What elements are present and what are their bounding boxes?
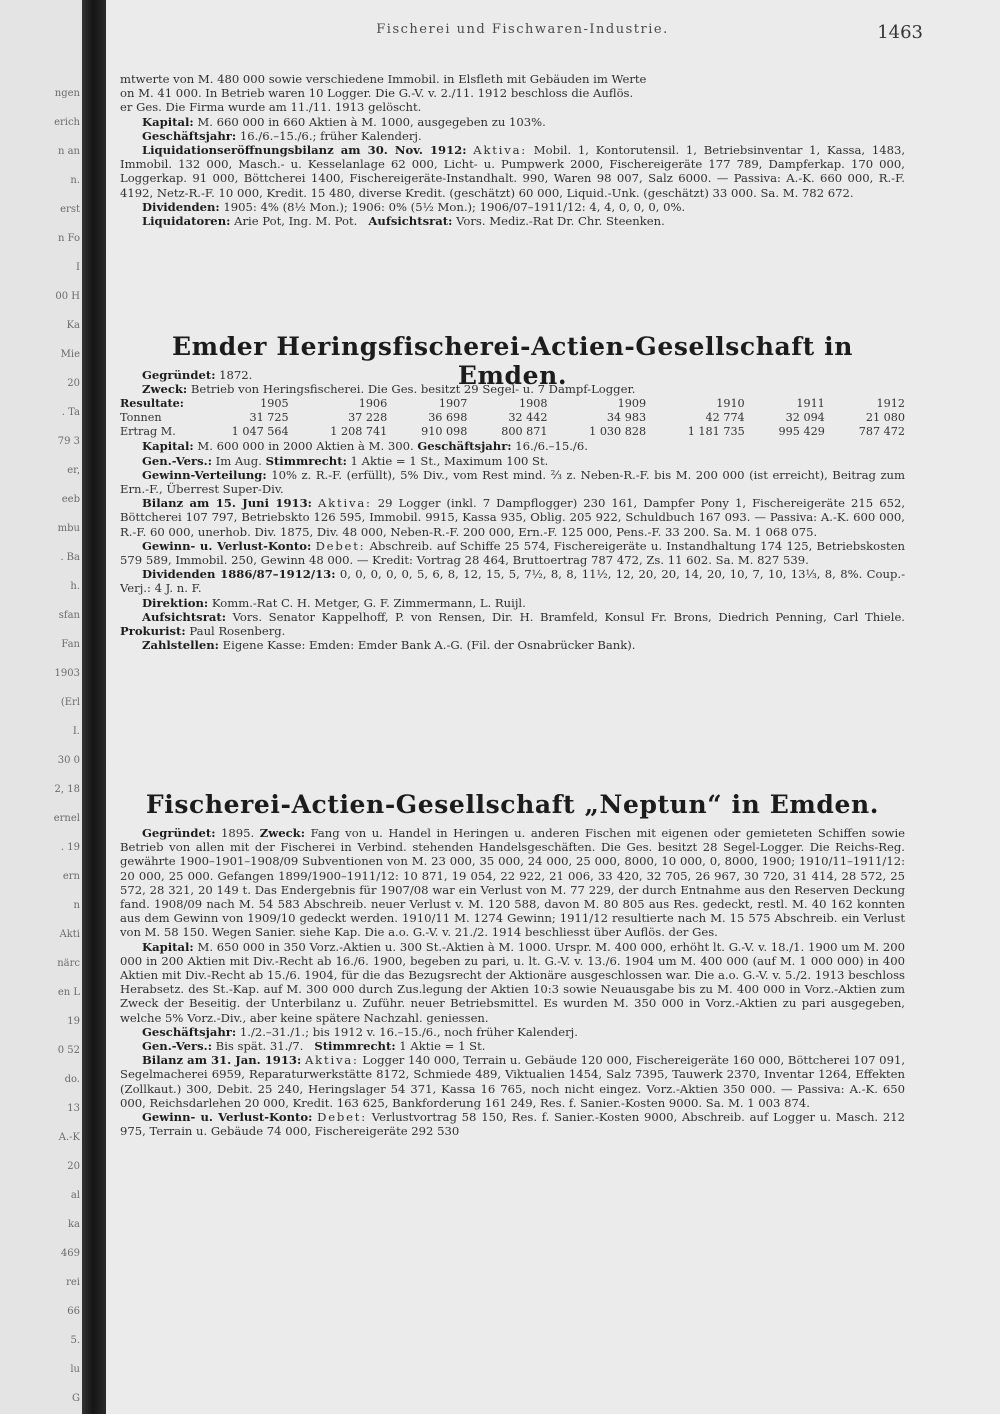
profit-label: Gewinn-Verteilung: [142, 467, 267, 482]
profit-loss-section [120, 539, 905, 567]
facing-page-fragment: G [72, 1393, 80, 1404]
direction-label: Direktion: [142, 595, 209, 610]
prokurist-label: Prokurist: [120, 624, 186, 639]
value-cell: 42 774 [705, 411, 745, 425]
gv-text: Bis spät. 31./7. [215, 1039, 304, 1054]
value-cell: 37 228 [348, 411, 388, 425]
facing-page-fragment: sfan [58, 610, 80, 621]
facing-page-fragment: 2, 18 [54, 784, 80, 795]
facing-page-fragment: Mie [60, 349, 80, 360]
value-cell: 36 698 [428, 411, 468, 425]
capital-label: Kapital: [142, 439, 194, 454]
vote-text: 1 Aktie = 1 St. [399, 1039, 486, 1054]
pl-label: Gewinn- u. Verlust-Konto: [142, 1110, 313, 1125]
facing-page-fragment: . Ba [60, 552, 80, 563]
aktiva-label: Aktiva: [304, 1053, 359, 1068]
company-heading: Emder Heringsfischerei-Actien-Gesellschaft in Emden. [172, 332, 853, 390]
paying-agents-text: Eigene Kasse: Emden: Emder Bank A.-G. (Fil. der Osnabrücker Bank). [222, 638, 636, 653]
continuation-line: on M. 41 000. In Betrieb waren 10 Logger. Die G.-V. v. 2./11. 1912 beschloss die Auflös. [120, 86, 634, 101]
value-cell: 1 047 564 [231, 425, 289, 439]
facing-page-fragment: 13 [67, 1103, 80, 1114]
page-number: 1463 [877, 22, 923, 43]
fiscal-text: 1./2.–31./1.; bis 1912 v. 16.–15./6., noch früher Kalenderj. [239, 1024, 578, 1039]
results-table [120, 396, 905, 439]
balance-section [120, 1053, 905, 1110]
board-section [120, 610, 905, 638]
capital-section [120, 115, 905, 129]
row-label: Tonnen [120, 411, 162, 425]
facing-page-fragment: n Fo [57, 233, 80, 244]
gv-section [120, 1039, 905, 1053]
board-label: Aufsichtsrat: [142, 609, 226, 624]
facing-page-fragment: I [76, 262, 80, 273]
facing-page-fragment: mbu [57, 523, 80, 534]
dividends-text: 0, 0, 0, 0, 0, 5, 6, 8, 12, 15, 5, 7½, 8, 8, 11½, 12, 20, 20, 14, 20, 10, 7, 10, 13⅓, 8, 8%. Coup.-Verj.: 4 J. n. F. [120, 567, 905, 596]
facing-page-fragment: 79 3 [57, 436, 80, 447]
balance-label: Bilanz am 31. Jan. 1913: [142, 1053, 302, 1068]
document-page [120, 0, 925, 1414]
debet-label: Debet: [317, 1110, 367, 1125]
founded-label: Gegründet: [142, 826, 216, 840]
capital-section [120, 940, 905, 1025]
balance-label: Bilanz am 15. Juni 1913: [142, 496, 312, 511]
row-label: Ertrag M. [120, 425, 176, 439]
facing-page-fragment: n [73, 900, 80, 911]
value-cell: 1 208 741 [330, 425, 388, 439]
entry-previous-company [120, 72, 905, 228]
balance-text: 29 Logger (inkl. 7 Dampflogger) 230 161, Dampfer Pony 1, Fischereigeräte 215 652, Böttcherei 107 797, Betriebskto 126 595, Immobil. 9915, Kassa 935, Oblig. 205 922, Schuldbuch 167 093. — Passiva: A.-K. 600 000, R.-F. 60 000, unerhob. Div. 1875, Div. 48 000, Neben-R.-F. 200 000, Ern.-F. 125 000, Pens.-F. 33 200. Sa. M. 1 068 075. [120, 496, 906, 539]
facing-page-fragment: 30 0 [57, 755, 80, 766]
facing-page-fragment: h. [70, 581, 80, 592]
dividends-section [120, 567, 905, 595]
dividends-section [120, 200, 905, 214]
capital-label: Kapital: [142, 114, 194, 129]
purpose-text: Betrieb von Heringsfischerei. Die Ges. besitzt 29 Segel- u. 7 Dampf-Logger. [190, 382, 636, 397]
facing-page-fragment: eeb [61, 494, 80, 505]
capital-section [120, 439, 905, 453]
facing-page-fragment: 20 [67, 378, 80, 389]
facing-page-fragment: 0 52 [57, 1045, 80, 1056]
value-cell: 787 472 [858, 425, 905, 439]
balance-section [120, 496, 905, 539]
liquidators-label: Liquidatoren: [142, 214, 231, 229]
value-cell: 21 080 [865, 411, 905, 425]
purpose-label: Zweck: [259, 826, 305, 840]
direction-section [120, 596, 905, 610]
profit-distribution-section [120, 468, 905, 496]
facing-page-fragment: Akti [59, 929, 80, 940]
running-header [120, 22, 925, 48]
gv-label: Gen.-Vers.: [142, 453, 212, 468]
gv-section [120, 454, 905, 468]
board-text: Vors. Senator Kappelhoff, P. von Rensen, Dir. H. Bramfeld, Konsul Fr. Brons, Diedrich Penning, Carl Thiele. [232, 609, 905, 624]
purpose-label: Zweck: [142, 382, 188, 397]
facing-page-fragment: 1903 [54, 668, 80, 679]
paying-agents-section [120, 638, 905, 652]
facing-page-fragment: n. [70, 175, 80, 186]
founded-purpose-section [120, 826, 905, 940]
founded-section [120, 368, 905, 382]
pl-text: Abschreib. auf Schiffe 25 574, Fischereigeräte u. Instandhaltung 174 125, Betriebskosten 579 589, Immobil. 250, Gewinn 48 000. — Kredit: Vortrag 28 464, Bruttoertrag 787 472, Zs. 11 602. Sa. M. 827 539. [120, 538, 906, 568]
balance-text: Logger 140 000, Terrain u. Gebäude 120 000, Fischereigeräte 160 000, Böttcherei 107 091, Segelmacherei 6959, Reparaturwerkstätte 8172, Schmiede 489, Viktualien 1454, Salz 7395, Tauwerk 2370, Inventar 1264, Effekten (Zollkaut.) 300, Debit. 25 240, Heringslager 54 371, Kassa 16 765, noch nicht eingez. Vorz.-Aktien 350 000. — Passiva: A.-K. 650 000, Reichsdarlehen 20 000, Kredit. 163 625, Bankforderung 161 249, Res. f. Sanier.-Kosten 9000. Sa. M. 1 003 874. [120, 1053, 906, 1110]
dividends-label: Dividenden 1886/87–1912/13: [142, 567, 336, 582]
dividends-text: 1905: 4% (8½ Mon.); 1906: 0% (5½ Mon.); 1906/07–1911/12: 4, 4, 0, 0, 0, 0%. [223, 199, 686, 214]
continuation-line: mtwerte von M. 480 000 sowie verschiedene Immobil. in Elsfleth mit Gebäuden im Werte [120, 72, 647, 86]
entry-neptun-body [120, 826, 905, 1138]
facing-page-fragment: A.-K [58, 1132, 80, 1143]
year-cell: 1905 [260, 396, 289, 410]
value-cell: 1 181 735 [687, 425, 745, 439]
aktiva-label: Aktiva: [473, 143, 527, 158]
prokurist-text: Paul Rosenberg. [189, 624, 286, 639]
pl-text: Verlustvortrag 58 150, Res. f. Sanier.-Kosten 9000, Abschreib. auf Logger u. Masch. 212 975, Terrain u. Gebäude 74 000, Fischereigeräte 292 530 [120, 1110, 906, 1139]
value-cell: 995 429 [778, 425, 825, 439]
vote-text: 1 Aktie = 1 St., Maximum 100 St. [350, 453, 549, 468]
facing-page-fragment: lu [70, 1364, 80, 1375]
aktiva-label: Aktiva: [318, 496, 372, 511]
year-cell: 1912 [876, 396, 905, 410]
vote-label: Stimmrecht: [265, 453, 347, 468]
facing-page-fragment: ern [62, 871, 80, 882]
facing-page-fragment: er, [67, 465, 80, 476]
profit-loss-section [120, 1110, 905, 1138]
facing-page-fragment: rei [66, 1277, 80, 1288]
fiscal-label: Geschäftsjahr: [142, 128, 237, 143]
profit-text: 10% z. R.-F. (erfüllt), 5% Div., vom Rest mind. ²⁄₃ z. Neben-R.-F. bis M. 200 000 (ist erreicht), Beitrag zum Ern.-F., Überrest Super-Div. [120, 467, 906, 497]
year-cell: 1909 [617, 396, 647, 410]
vote-label: Stimmrecht: [314, 1039, 396, 1054]
results-label: Resultate: [120, 396, 184, 411]
entry-neptun [120, 790, 905, 819]
fiscal-section [120, 1025, 905, 1039]
facing-page-fragment: n an [57, 146, 80, 157]
facing-page-fragment: 5. [70, 1335, 80, 1346]
facing-page-fragment: 66 [67, 1306, 80, 1317]
board-label: Aufsichtsrat: [368, 214, 453, 229]
gv-label: Gen.-Vers.: [142, 1039, 212, 1054]
facing-page-fragment: ka [67, 1219, 80, 1230]
year-cell: 1908 [518, 396, 548, 410]
book-spine [82, 0, 106, 1414]
facing-page-fragment: (Erl [60, 697, 80, 708]
facing-page-fragment: do. [64, 1074, 80, 1085]
founded-text: 1872. [219, 368, 253, 382]
year-cell: 1907 [438, 396, 468, 410]
liquidation-label: Liquidationseröffnungsbilanz am 30. Nov. 1912: [142, 143, 467, 158]
continuation-line: er Ges. Die Firma wurde am 11./11. 1913 gelöscht. [120, 100, 422, 115]
fiscal-label: Geschäftsjahr: [417, 439, 512, 454]
facing-page-fragment: 00 H [55, 291, 80, 302]
facing-page-fragment: erst [60, 204, 80, 215]
value-cell: 32 442 [508, 411, 548, 425]
purpose-section [120, 382, 905, 396]
fiscal-label: Geschäftsjahr: [142, 1024, 237, 1039]
facing-page-fragment: . Ta [61, 407, 80, 418]
liquidators-section [120, 214, 905, 228]
fiscal-text: 16./6.–15./6. [515, 439, 588, 454]
founded-label: Gegründet: [142, 368, 216, 382]
paying-agents-label: Zahlstellen: [142, 638, 219, 653]
capital-text: M. 660 000 in 660 Aktien à M. 1000, ausgegeben zu 103%. [197, 114, 546, 129]
value-cell: 910 098 [421, 425, 468, 439]
facing-page-fragment: . 19 [60, 842, 80, 853]
facing-page-fragment: ernel [53, 813, 80, 824]
value-cell: 34 983 [606, 411, 647, 425]
company-heading: Fischerei-Actien-Gesellschaft „Neptun“ in Emden. [145, 790, 880, 819]
purpose-text: Fang von u. Handel in Heringen u. anderen Fischen mit eigenen oder gemieteten Schiffen sowie Betrieb von allen mit der Fischerei in Verbind. stehenden Handelsgeschäften. Die Ges. besitzt 28 Segel-Logger. Die Reichs-Reg. gewährte 1900–1901–1908/09 Subventionen von M. 23 000, 35 000, 24 000, 25 000, 8000, 10 000, 0, 8000, 1900; 1910/11–1911/12: 20 000, 25 000. Gefangen 1899/1900–1911/12: 10 871, 19 054, 22 922, 21 006, 33 420, 32 705, 26 967, 30 720, 31 414, 28 572, 25 572, 28 321, 20 149 t. Das Endergebnis für 1907/08 war ein Verlust von M. 77 229, der durch Entnahme aus den Reserven Deckung fand. 1908/09 nach M. 54 583 Abschreib. neuer Verlust v. M. 120 588, davon M. 80 805 aus Res. gedeckt, restl. M. 40 162 konnten aus dem Gewinn von 1909/10 gedeckt werden. 1910/11 M. 1274 Gewinn; 1911/12 resultierte nach M. 15 575 Abschreib. ein Verlust von M. 58 150. Wegen Sanier. siehe Kap. Die a.o. G.-V. v. 21./2. 1914 beschliesst über Auflös. der Ges. [120, 826, 906, 940]
liquidation-text: Mobil. 1, Kontorutensil. 1, Betriebsinventar 1, Kassa, 1483, Immobil. 132 000, Masch.- u. Kesselanlage 62 000, Licht- u. Pumpwerk 2000, Fischereigeräte 177 789, Dampferkap. 170 000, Loggerkap. 91 000, Böttcherei 1400, Fischereigeräte-Instandhalt. 990, Waren 98 007, Salz 6000. — Passiva: A.-K. 660 000, R.-F. 4192, Netz-R.-F. 10 000, Kredit. 15 480, diverse Kredit. (geschätzt) 60 000, Liquid.-Unk. (geschätzt) 33 000. Sa. M. 782 672. [120, 143, 906, 200]
board-text: Vors. Mediz.-Rat Dr. Chr. Steenken. [456, 214, 665, 229]
facing-page-fragment: närc [57, 958, 80, 969]
capital-text: M. 600 000 in 2000 Aktien à M. 300. [197, 439, 414, 454]
year-cell: 1906 [358, 396, 388, 410]
direction-text: Komm.-Rat C. H. Metger, G. F. Zimmermann, L. Ruijl. [211, 595, 526, 610]
facing-page-fragment: al [70, 1190, 80, 1201]
year-cell: 1910 [716, 396, 745, 410]
facing-page-fragment: 20 [67, 1161, 80, 1172]
facing-page-fragment: 469 [60, 1248, 80, 1259]
debet-label: Debet: [315, 538, 366, 553]
facing-page-fragment: 19 [67, 1016, 80, 1027]
fiscal-section [120, 129, 905, 143]
facing-page-edge [0, 0, 82, 1414]
capital-label: Kapital: [142, 939, 194, 954]
facing-page-fragment: Ka [66, 320, 80, 331]
running-title: Fischerei und Fischwaren-Industrie. [376, 22, 669, 37]
dividends-label: Dividenden: [142, 199, 220, 214]
table-row [120, 396, 905, 411]
facing-page-fragment: erich [54, 117, 80, 128]
pl-label: Gewinn- u. Verlust-Konto: [142, 538, 312, 553]
liquidation-balance-section [120, 143, 905, 200]
facing-page-fragment: ngen [54, 88, 80, 99]
capital-text: M. 650 000 in 350 Vorz.-Aktien u. 300 St.-Aktien à M. 1000. Urspr. M. 400 000, erhöht lt. G.-V. v. 18./1. 1900 um M. 200 000 in 200 Aktien mit Div.-Recht ab 16./6. 1900, begeben zu pari, u. lt. G.-V. v. 13./6. 1904 um M. 400 000 (auf M. 1 000 000) in 400 Aktien mit Div.-Recht ab 15./6. 1904, für die das Bezugsrecht der Aktionäre ausgeschlossen war. Die a.o. G.-V. v. 5./2. 1913 beschloss Herabsetz. des St.-Kap. auf M. 300 000 durch Zus.legung der Aktien 10:3 sowie Neuausgabe bis zu M. 400 000 in Vorz.-Aktien zum Zweck der Beseitig. der Unterbilanz u. Zuführ. neuer Betriebsmittel. Es wurden M. 350 000 in Vorz.-Aktien zu pari ausgegeben, welche 5% Vorz.-Div., aber keine spätere Nachzahl. geniessen. [120, 939, 906, 1025]
table-row [120, 425, 905, 439]
value-cell: 32 094 [785, 411, 825, 425]
fiscal-text: 16./6.–15./6.; früher Kalenderj. [239, 128, 422, 143]
facing-page-fragment: Fan [61, 639, 80, 650]
facing-page-fragment: en L [57, 987, 80, 998]
value-cell: 1 030 828 [589, 425, 647, 439]
liquidators-text: Arie Pot, Ing. M. Pot. [234, 214, 358, 229]
table-row [120, 411, 905, 425]
entry-emder-body [120, 368, 905, 652]
value-cell: 800 871 [501, 425, 548, 439]
year-cell: 1911 [796, 396, 825, 410]
value-cell: 31 725 [249, 411, 289, 425]
gv-text: Im Aug. [215, 453, 262, 468]
founded-text: 1895. [221, 826, 255, 840]
facing-page-fragment: I. [72, 726, 80, 737]
